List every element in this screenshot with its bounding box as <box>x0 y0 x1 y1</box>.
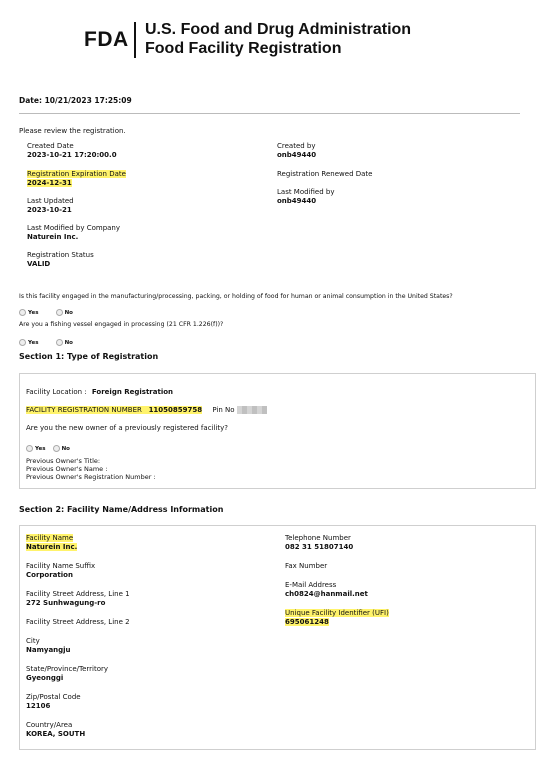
last-updated-label: Last Updated <box>27 197 74 205</box>
state-label: State/Province/Territory <box>26 665 109 673</box>
section1-title: Section 1: Type of Registration <box>19 352 159 361</box>
last-modified-by-label: Last Modified by <box>277 188 335 196</box>
modified-company-value: Naturein Inc. <box>27 233 79 241</box>
street2-label: Facility Street Address, Line 2 <box>26 618 130 626</box>
new-owner-options <box>26 438 82 457</box>
header-divider <box>134 22 136 58</box>
expiration-value: 2024-12-31 <box>27 179 72 187</box>
facility-location-row <box>26 388 173 397</box>
fishing-yes-label: Yes <box>28 339 39 346</box>
fishing-no-label: No <box>64 339 73 346</box>
previous-owner-reg: Previous Owner's Registration Number : <box>26 473 156 481</box>
question-fishing-options <box>19 332 85 351</box>
zip-value: 12106 <box>26 702 51 710</box>
header-title <box>145 20 411 58</box>
new-owner-yes-label: Yes <box>35 445 46 452</box>
registration-number-row <box>26 406 267 415</box>
section2-box <box>19 525 536 750</box>
section1-box <box>19 373 536 489</box>
ufi-label: Unique Facility Identifier (UFI) <box>285 609 389 617</box>
facility-location-value: Foreign Registration <box>91 388 174 396</box>
expiration-label: Registration Expiration Date <box>27 170 126 178</box>
name-suffix-value: Corporation <box>26 571 73 579</box>
facility-name-value: Naturein Inc. <box>26 543 78 551</box>
new-owner-no-label: No <box>61 445 70 452</box>
email-value: ch0824@hanmail.net <box>285 590 368 598</box>
facility-location-label: Facility Location : <box>26 388 87 396</box>
new-owner-no-radio[interactable] <box>53 445 60 452</box>
summary-left <box>27 142 126 269</box>
renewed-date-label: Registration Renewed Date <box>277 170 373 178</box>
previous-owner-title: Previous Owner's Title: <box>26 457 101 465</box>
facility-name-label: Facility Name <box>26 534 74 542</box>
question-us-facility-options <box>19 302 85 321</box>
new-owner-question: Are you the new owner of a previously registered facility? <box>26 424 228 432</box>
new-owner-yes-radio[interactable] <box>26 445 33 452</box>
created-date-label: Created Date <box>27 142 74 150</box>
us-facility-yes-label: Yes <box>28 309 39 316</box>
last-modified-by-value: onb49440 <box>277 197 317 205</box>
report-date: Date: 10/21/2023 17:25:09 <box>19 96 132 105</box>
us-facility-no-radio[interactable] <box>56 309 63 316</box>
phone-value: 082 31 51807140 <box>285 543 354 551</box>
state-value: Gyeonggi <box>26 674 64 682</box>
question-us-facility: Is this facility engaged in the manufacturing/processing, packing, or holding of food for human or animal consumption in the United States? <box>19 293 453 300</box>
previous-owner-name: Previous Owner's Name : <box>26 465 108 473</box>
name-suffix-label: Facility Name Suffix <box>26 562 96 570</box>
street1-label: Facility Street Address, Line 1 <box>26 590 130 598</box>
summary-right <box>277 142 372 206</box>
phone-label: Telephone Number <box>285 534 351 542</box>
zip-label: Zip/Postal Code <box>26 693 81 701</box>
previous-owner-block <box>26 457 156 481</box>
fishing-yes-radio[interactable] <box>19 339 26 346</box>
header-rule <box>19 113 520 114</box>
city-value: Namyangju <box>26 646 71 654</box>
us-facility-no-label: No <box>64 309 73 316</box>
created-by-label: Created by <box>277 142 316 150</box>
pin-redacted <box>237 406 267 414</box>
registration-number-label: FACILITY REGISTRATION NUMBER <box>26 406 142 414</box>
section2-title: Section 2: Facility Name/Address Information <box>19 505 224 514</box>
question-fishing-vessel: Are you a fishing vessel engaged in processing (21 CFR 1.226(f))? <box>19 321 224 328</box>
street1-value: 272 Sunhwagung-ro <box>26 599 106 607</box>
status-value: VALID <box>27 260 51 268</box>
registration-number-value: 11050859758 <box>148 406 203 414</box>
status-label: Registration Status <box>27 251 94 259</box>
fax-label: Fax Number <box>285 562 328 570</box>
fda-logo-text: FDA <box>84 28 129 51</box>
pin-label: Pin No <box>212 406 235 414</box>
last-updated-value: 2023-10-21 <box>27 206 72 214</box>
intro-text: Please review the registration. <box>19 127 126 135</box>
ufi-value: 695061248 <box>285 618 329 626</box>
header-title-line1: U.S. Food and Drug Administration <box>145 21 412 38</box>
city-label: City <box>26 637 40 645</box>
country-label: Country/Area <box>26 721 73 729</box>
created-by-value: onb49440 <box>277 151 317 159</box>
registration-number-highlight <box>26 406 202 414</box>
header-title-line2: Food Facility Registration <box>145 40 342 57</box>
created-date-value: 2023-10-21 17:20:00.0 <box>27 151 117 159</box>
us-facility-yes-radio[interactable] <box>19 309 26 316</box>
country-value: KOREA, SOUTH <box>26 730 86 738</box>
facility-address-column <box>26 534 130 739</box>
modified-company-label: Last Modified by Company <box>27 224 121 232</box>
facility-contact-column <box>285 534 389 627</box>
fishing-no-radio[interactable] <box>56 339 63 346</box>
email-label: E-Mail Address <box>285 581 337 589</box>
